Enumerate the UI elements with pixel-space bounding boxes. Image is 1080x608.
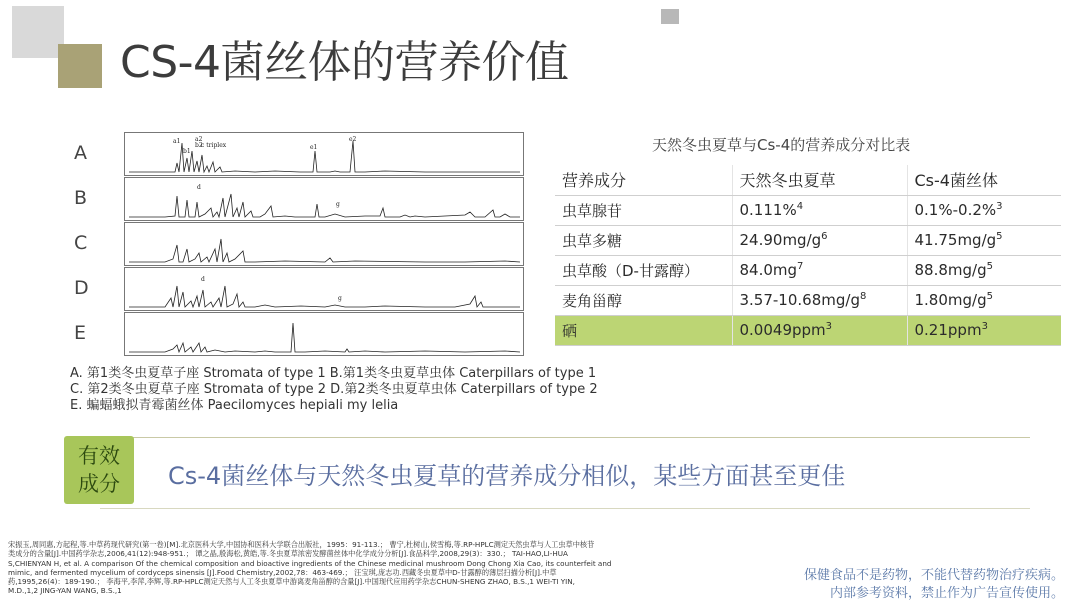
disclaimer-line: 内部参考资料，禁止作为广告宣传使用。 [829,586,1064,601]
peak-label: d [197,184,201,191]
table-header-cell: 营养成分 [555,165,732,195]
peak-label: g [336,201,340,208]
table-row [555,195,1061,225]
peak-label: b1 [183,148,191,155]
table-cell: $84.0mg^7$ [732,255,907,285]
table-cell: $1.80mg/g^5$ [907,285,1061,315]
peak-label: a2 [195,136,203,143]
peak-label: e2 [349,136,357,143]
chromatogram-panel [70,128,530,360]
table-header-cell: 天然冬虫夏草 [732,165,907,195]
peak-label: c triplex [201,142,227,149]
decor-square-light [12,6,64,58]
reference-line: S,CHIENYAN H, et al. A comparison Of the chemical composition and bioactive ingredients of the Chinese medicinal mushroom Dong Chong Xia Cao, its counterfeit and [8,558,612,568]
table-header-row [555,165,1061,195]
legend-line: A. 第1类冬虫夏草子座 Stromata of type 1 B.第1类冬虫夏草虫体 Caterpillars of type 1 [70,366,597,381]
table-header-cell: Cs-4菌丝体 [907,165,1061,195]
chromatogram-row-c [70,222,530,266]
chromatogram-row-b [70,177,530,221]
chromatogram-letter: B [74,187,88,209]
chromatogram-letter: C [74,232,88,254]
chromatogram-trace [124,132,524,176]
reference-line: 宋振玉,周同惠,方起程,等.中草药现代研究(第一卷)[M].北京医科大学,中国协和医科大学联合出版社，1995：91-113.； 曹宁,杜树山,侯雪梅,等.RP-HPLC测定天然虫草与人工虫草中核苷 [8,540,595,549]
table-cell: 虫草腺苷 [555,195,732,225]
peak-label: b2 [195,142,203,149]
reference-line: 药,1995,26(4)：189-190.； 李海平,李萍,李辉,等.RP-HPLC测定天然与人工冬虫夏草中游离麦角甾醇的含量[J].中国现代应用药学杂志CHUN-SHENG ZHAO, B.S.,1 WEI-TI YIN, [8,577,575,587]
chromatogram-trace [124,312,524,356]
peak-label: e1 [310,144,318,151]
chromatogram-trace [124,222,524,266]
chromatogram-trace [124,177,524,221]
nutrition-comparison-table [555,165,1061,346]
chromatogram-letter: D [74,277,89,299]
legend-line: E. 蝙蝠蛾拟青霉菌丝体 Paecilomyces hepiali my lelia [70,398,399,413]
table-cell: $88.8mg/g^5$ [907,255,1061,285]
reference-line: mimic, and fermented mycelium of cordyceps sinensis [J].Food Chemistry,2002,78：463-469.； 汪宝琪,庞志功.西藏冬虫夏草中D-甘露醇的薄层扫描分析[J].中草 [8,567,557,577]
legend-line: C. 第2类冬虫夏草子座 Stromata of type 2 D.第2类冬虫夏草虫体 Caterpillars of type 2 [70,382,598,397]
table-cell: 0.21ppm$^3$ [907,315,1061,345]
table-cell: $3.57-10.68mg/g^8$ [732,285,907,315]
chromatogram-trace [124,267,524,311]
peak-label: g [338,295,342,302]
chromatogram-legend [70,366,598,414]
slide-title: CS-4菌丝体的营养价值 [120,37,569,88]
disclaimer-line: 保健食品不是药物，不能代替药物治疗疾病。 [803,568,1064,583]
summary-text: Cs-4菌丝体与天然冬虫夏草的营养成分相似，某些方面甚至更佳 [168,462,846,490]
summary-divider-top [100,437,1030,438]
table-row-highlighted [555,315,1061,345]
decor-square-small [661,9,679,24]
table-row [555,225,1061,255]
table-row [555,255,1061,285]
chromatogram-row-e [70,312,530,356]
table-caption: 天然冬虫夏草与Cs-4的营养成分对比表 [652,136,911,154]
table-cell: 虫草多糖 [555,225,732,255]
table-cell: 硒 [555,315,732,345]
table-cell: $24.90mg/g^6$ [732,225,907,255]
references [8,540,728,596]
reference-line: M.D.,1,2 JING-YAN WANG, B.S.,1 [8,586,122,596]
badge-line: 成分 [78,472,120,496]
reference-line: 类成分的含量[J].中国药学杂志,2006,41(12):948-951.； 谭之晶,殷海松,黄皓,等.冬虫夏草浓密发酵菌丝体中化学成分分析[J].食品科学,2008,29(3)：330.； TAI-HAO,LI-HUA [8,549,568,559]
chromatogram-row-a [70,132,530,176]
disclaimer [804,567,1064,603]
table-cell: 0.0049ppm$^3$ [732,315,907,345]
table-cell: 麦角甾醇 [555,285,732,315]
table-cell: 虫草酸（D-甘露醇） [555,255,732,285]
summary-divider-bottom [100,508,1030,509]
summary-badge [64,436,134,504]
decor-square-olive [58,44,102,88]
peak-label: a1 [173,138,181,145]
peak-label: d [201,276,205,283]
table-cell: $41.75mg/g^5$ [907,225,1061,255]
badge-line: 有效 [78,444,120,468]
chromatogram-letter: A [74,142,87,164]
table-cell: 0.111%$^4$ [732,195,907,225]
chromatogram-letter: E [74,322,87,344]
table-row [555,285,1061,315]
chromatogram-row-d [70,267,530,311]
table-cell: 0.1%-0.2%$^3$ [907,195,1061,225]
